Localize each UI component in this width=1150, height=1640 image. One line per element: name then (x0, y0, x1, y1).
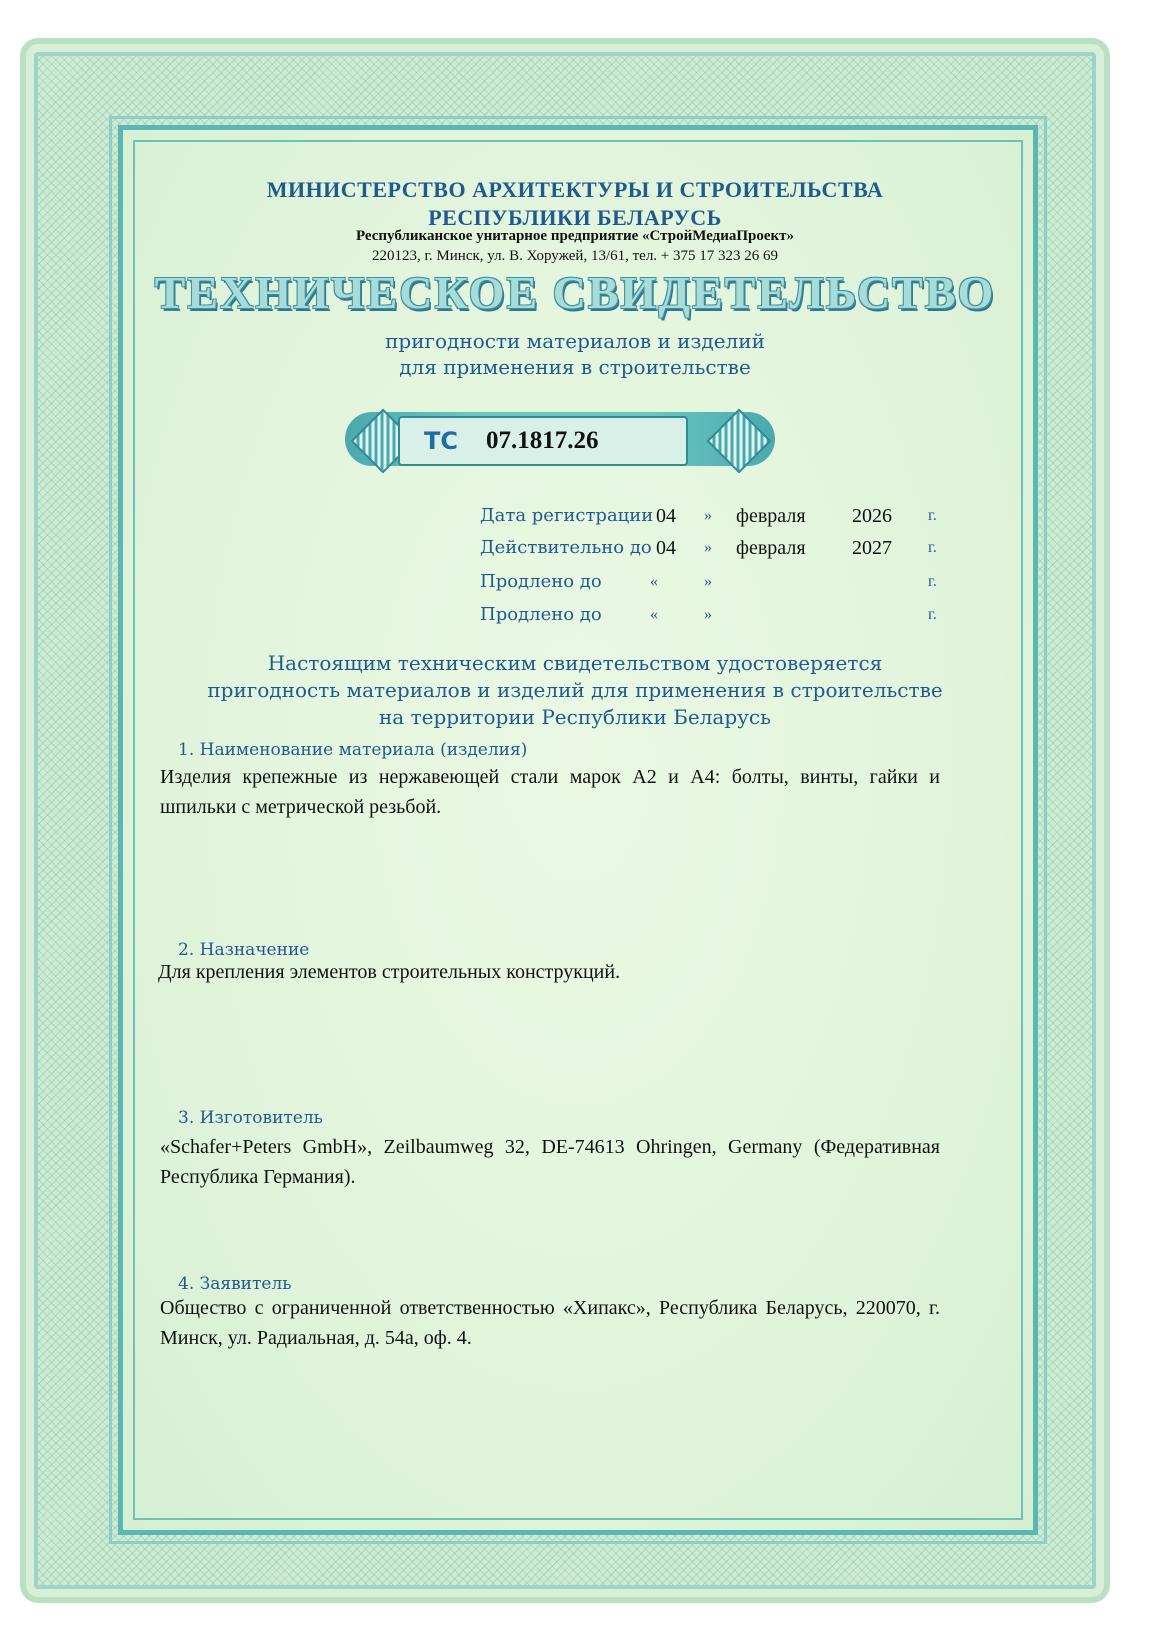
valid-until-row (480, 537, 960, 567)
enterprise-address: 220123, г. Минск, ул. В. Хоружей, 13/61, тел. + 375 17 323 26 69 (371, 248, 779, 264)
applicant-text: Общество с ограниченной ответственностью «Хипакс», Республика Беларусь, 220070, г. Минск, ул. Радиальная, д. 54а, оф. 4. (160, 1297, 940, 1349)
certificate-number: 07.1817.26 (485, 427, 599, 454)
purpose-label: 2. Назначение (178, 940, 310, 960)
registration-date-label: Дата регистрации (480, 505, 654, 526)
certificate-number-box (398, 416, 688, 466)
registration-month: февраля (736, 505, 806, 527)
quote-open: « (650, 573, 658, 590)
extended-until-row-2 (480, 604, 960, 634)
valid-month: февраля (736, 537, 806, 559)
registration-date-row (480, 505, 960, 535)
extended-until-row-1 (480, 571, 960, 601)
material-label: 1. Наименование материала (изделия) (178, 740, 528, 760)
material-text: Изделия крепежные из нержавеющей стали марок А2 и А4: болты, винты, гайки и шпильки с метрической резьбой. (160, 766, 940, 818)
year-suffix: г. (928, 606, 937, 623)
valid-until-label: Действительно до (480, 537, 652, 558)
year-suffix: г. (928, 573, 937, 590)
registration-day: 04 (656, 505, 676, 527)
quote-close: » (704, 507, 712, 524)
extended-until-label: Продлено до (480, 604, 602, 625)
certificate-prefix: ТС (424, 427, 458, 455)
manufacturer-text: «Schafer+Peters GmbH», Zeilbaumweg 32, DE-74613 Ohringen, Germany (Федеративная Республика Германия). (160, 1136, 940, 1188)
statement-line3: на территории Республики Беларусь (378, 705, 772, 729)
registration-year: 2026 (852, 505, 892, 527)
quote-close: » (704, 606, 712, 623)
applicant-label: 4. Заявитель (178, 1274, 292, 1294)
manufacturer-label: 3. Изготовитель (178, 1108, 323, 1128)
valid-year: 2027 (852, 537, 892, 559)
valid-day: 04 (656, 537, 676, 559)
year-suffix: г. (928, 507, 937, 524)
extended-until-label: Продлено до (480, 571, 602, 592)
document-title: ТЕХНИЧЕСКОЕ СВИДЕТЕЛЬСТВО (154, 267, 996, 318)
quote-close: » (704, 573, 712, 590)
purpose-text: Для крепления элементов строительных конструкций. (158, 961, 621, 983)
year-suffix: г. (928, 539, 937, 556)
quote-close: » (704, 539, 712, 556)
statement-line1: Настоящим техническим свидетельством удостоверяется (267, 651, 883, 675)
quote-open: « (650, 606, 658, 623)
ministry-name-line1: МИНИСТЕРСТВО АРХИТЕКТУРЫ И СТРОИТЕЛЬСТВА (266, 177, 884, 202)
ministry-name-line2: РЕСПУБЛИКИ БЕЛАРУСЬ (428, 205, 722, 230)
enterprise-name: Республиканское унитарное предприятие «СтройМедиаПроект» (355, 228, 795, 244)
statement-line2: пригодность материалов и изделий для применения в строительстве (207, 678, 943, 702)
subtitle-line2: для применения в строительстве (399, 355, 751, 379)
subtitle-line1: пригодности материалов и изделий (385, 329, 765, 353)
